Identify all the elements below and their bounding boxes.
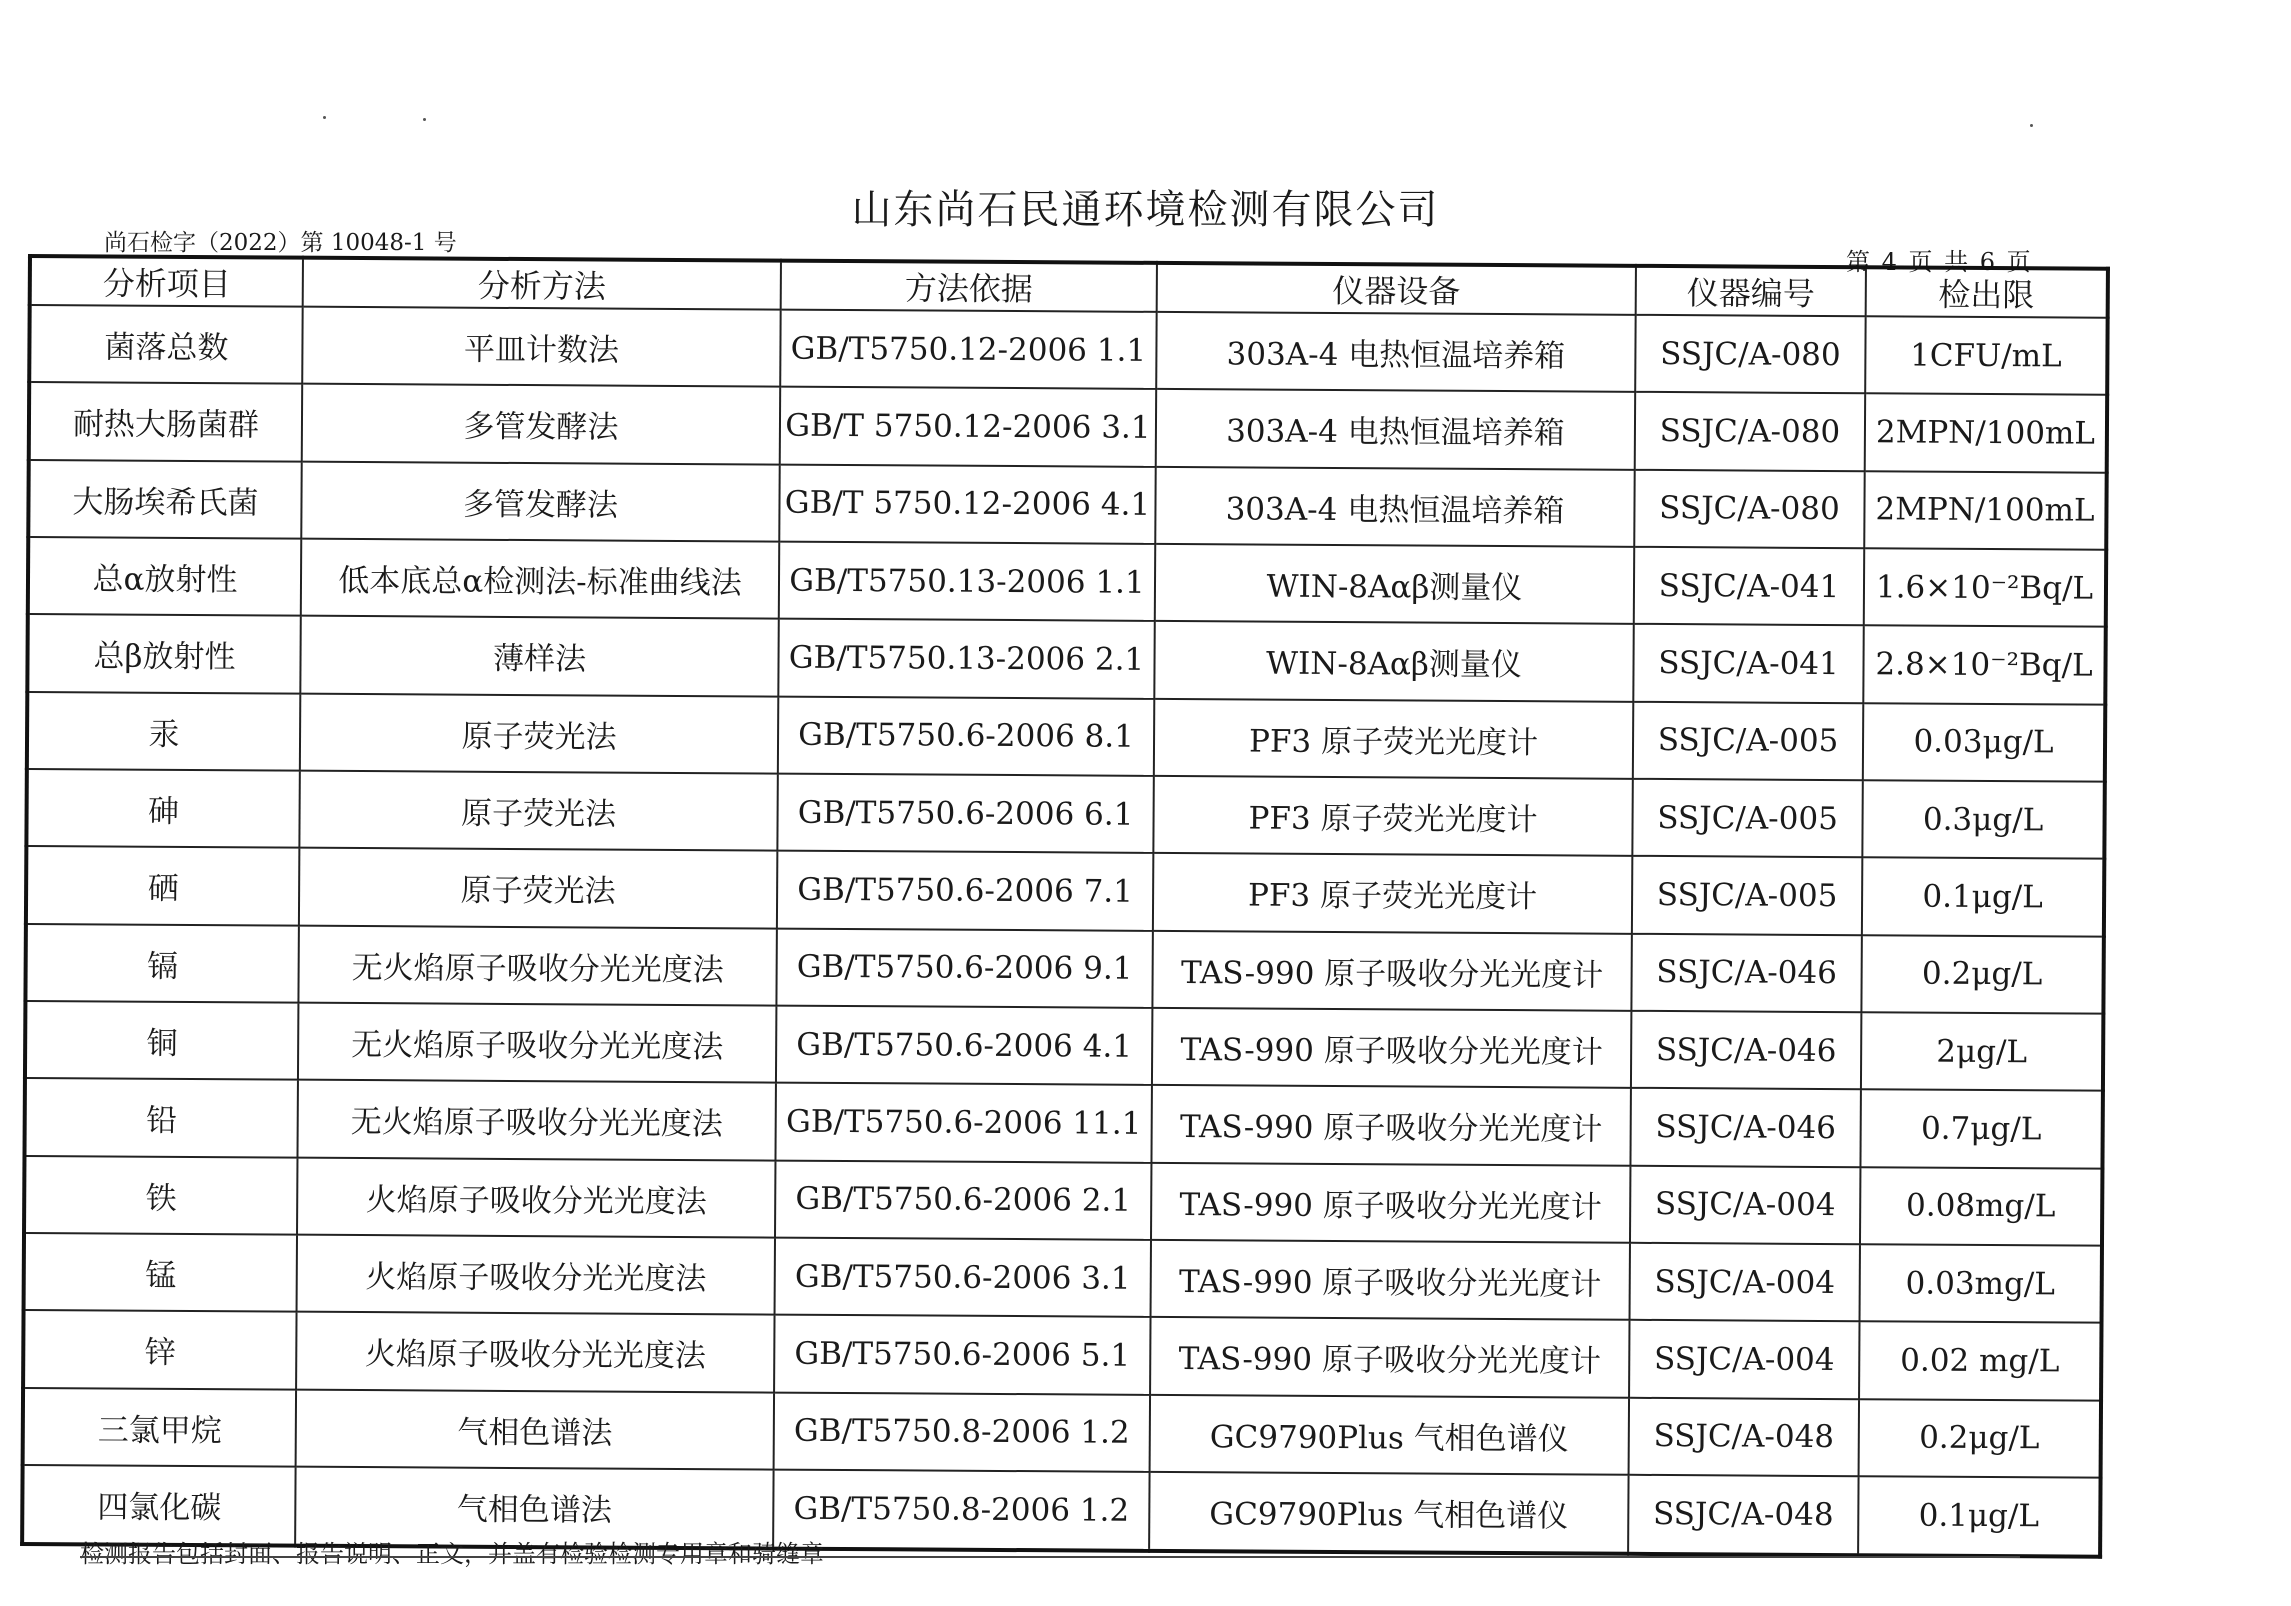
table-body [22, 305, 2108, 1557]
cell-basis: GB/T5750.12-2006 1.1 [780, 310, 1156, 390]
table-row [29, 382, 2107, 472]
cell-limit: 2μg/L [1861, 1012, 2103, 1091]
cell-id: SSJC/A-005 [1633, 701, 1863, 780]
cell-method: 无火焰原子吸收分光光度法 [298, 1003, 776, 1083]
table-row [27, 614, 2105, 704]
cell-basis: GB/T5750.8-2006 1.2 [774, 1392, 1150, 1472]
cell-item: 大肠埃希氏菌 [28, 460, 301, 539]
cell-basis: GB/T5750.6-2006 4.1 [776, 1006, 1152, 1086]
cell-item: 砷 [26, 769, 299, 848]
cell-method: 无火焰原子吸收分光光度法 [298, 925, 776, 1005]
cell-method: 气相色谱法 [295, 1467, 773, 1549]
table-row [28, 537, 2106, 627]
page-indicator: 第 4 页 共 6 页 [1846, 248, 2031, 276]
cell-id: SSJC/A-041 [1633, 624, 1863, 703]
scan-speck [323, 116, 326, 119]
cell-id: SSJC/A-080 [1635, 315, 1865, 394]
cell-id: SSJC/A-005 [1632, 779, 1862, 858]
table-row [24, 1078, 2102, 1168]
table-row [24, 1156, 2102, 1246]
cell-item: 耐热大肠菌群 [29, 382, 302, 461]
cell-id: SSJC/A-046 [1631, 1011, 1861, 1090]
table-row [25, 1001, 2103, 1091]
cell-limit: 0.02 mg/L [1859, 1321, 2101, 1400]
column-header: 仪器设备 [1157, 263, 1636, 315]
footer-note: 检测报告包括封面、报告说明、正文，并盖有检验检测专用章和骑缝章 [80, 1540, 824, 1568]
cell-limit: 2MPN/100mL [1864, 471, 2106, 550]
cell-item: 硒 [26, 846, 299, 925]
cell-method: 平皿计数法 [302, 307, 780, 387]
cell-id: SSJC/A-004 [1630, 1165, 1860, 1244]
cell-method: 原子荧光法 [300, 693, 778, 773]
cell-instrument: 303A-4 电热恒温培养箱 [1156, 389, 1635, 469]
column-header: 仪器编号 [1636, 266, 1866, 316]
cell-method: 多管发酵法 [302, 384, 780, 464]
cell-item: 锌 [23, 1310, 296, 1389]
cell-item: 镉 [25, 924, 298, 1003]
cell-instrument: TAS-990 原子吸收分光光度计 [1150, 1317, 1629, 1397]
cell-instrument: TAS-990 原子吸收分光光度计 [1151, 1085, 1630, 1165]
cell-item: 铁 [24, 1156, 297, 1235]
cell-id: SSJC/A-005 [1632, 856, 1862, 935]
cell-basis: GB/T5750.6-2006 7.1 [777, 851, 1153, 931]
table-row [23, 1388, 2101, 1478]
table-row [25, 924, 2103, 1014]
cell-limit: 0.03mg/L [1860, 1244, 2102, 1323]
cell-limit: 0.7μg/L [1860, 1089, 2102, 1168]
cell-method: 火焰原子吸收分光光度法 [297, 1235, 775, 1315]
cell-limit: 1.6×10⁻²Bq/L [1864, 548, 2106, 627]
column-header: 分析方法 [303, 258, 781, 310]
cell-item: 铅 [24, 1078, 297, 1157]
cell-id: SSJC/A-048 [1628, 1475, 1858, 1555]
analysis-methods-table [20, 254, 2110, 1559]
cell-item: 总β放射性 [27, 614, 300, 693]
cell-basis: GB/T5750.6-2006 11.1 [775, 1083, 1151, 1163]
cell-method: 无火焰原子吸收分光光度法 [297, 1080, 775, 1160]
cell-instrument: 303A-4 电热恒温培养箱 [1155, 467, 1634, 547]
cell-id: SSJC/A-046 [1630, 1088, 1860, 1167]
cell-instrument: TAS-990 原子吸收分光光度计 [1151, 1240, 1630, 1320]
cell-basis: GB/T5750.13-2006 2.1 [778, 619, 1154, 699]
cell-basis: GB/T5750.6-2006 5.1 [774, 1315, 1150, 1395]
cell-basis: GB/T 5750.12-2006 3.1 [780, 387, 1156, 467]
cell-method: 火焰原子吸收分光光度法 [297, 1157, 775, 1237]
cell-instrument: TAS-990 原子吸收分光光度计 [1152, 1008, 1631, 1088]
cell-basis: GB/T5750.6-2006 3.1 [775, 1238, 1151, 1318]
cell-limit: 2.8×10⁻²Bq/L [1863, 626, 2105, 705]
cell-limit: 0.3μg/L [1862, 780, 2104, 859]
cell-id: SSJC/A-041 [1634, 547, 1864, 626]
column-header: 分析项目 [30, 256, 303, 307]
cell-instrument: TAS-990 原子吸收分光光度计 [1151, 1162, 1630, 1242]
cell-instrument: GC9790Plus 气相色谱仪 [1150, 1394, 1629, 1474]
cell-item: 铜 [25, 1001, 298, 1080]
cell-method: 低本底总α检测法-标准曲线法 [301, 539, 779, 619]
cell-limit: 0.1μg/L [1862, 858, 2104, 937]
cell-item: 汞 [27, 692, 300, 771]
cell-basis: GB/T5750.6-2006 2.1 [775, 1160, 1151, 1240]
cell-limit: 2MPN/100mL [1865, 394, 2107, 473]
cell-basis: GB/T5750.6-2006 6.1 [777, 774, 1153, 854]
cell-limit: 0.03μg/L [1863, 703, 2105, 782]
cell-instrument: PF3 原子荧光光度计 [1153, 853, 1632, 933]
cell-method: 原子荧光法 [299, 771, 777, 851]
cell-basis: GB/T5750.13-2006 1.1 [779, 542, 1155, 622]
table-row [29, 305, 2107, 395]
cell-basis: GB/T5750.6-2006 8.1 [778, 696, 1154, 776]
table-row [26, 769, 2104, 859]
table-row [28, 460, 2106, 550]
column-header: 方法依据 [781, 261, 1157, 312]
footer-rule [80, 1556, 2020, 1558]
cell-instrument: WIN-8Aαβ测量仪 [1155, 544, 1634, 624]
cell-method: 气相色谱法 [296, 1389, 774, 1469]
cell-instrument: GC9790Plus 气相色谱仪 [1149, 1472, 1628, 1554]
cell-limit: 1CFU/mL [1865, 316, 2107, 395]
cell-method: 火焰原子吸收分光光度法 [296, 1312, 774, 1392]
analysis-table-container [20, 254, 2106, 1559]
cell-id: SSJC/A-048 [1629, 1397, 1859, 1476]
cell-id: SSJC/A-004 [1630, 1243, 1860, 1322]
table-row [26, 846, 2104, 936]
table-row [27, 692, 2105, 782]
table-row [24, 1233, 2102, 1323]
cell-limit: 0.1μg/L [1858, 1476, 2100, 1557]
cell-instrument: PF3 原子荧光光度计 [1153, 776, 1632, 856]
cell-item: 锰 [24, 1233, 297, 1312]
cell-limit: 0.08mg/L [1860, 1167, 2102, 1246]
cell-basis: GB/T5750.8-2006 1.2 [773, 1469, 1149, 1550]
document-number: 尚石检字（2022）第 10048-1 号 [104, 230, 457, 256]
cell-instrument: PF3 原子荧光光度计 [1154, 699, 1633, 779]
cell-item: 总α放射性 [28, 537, 301, 616]
cell-limit: 0.2μg/L [1859, 1399, 2101, 1478]
cell-method: 原子荧光法 [299, 848, 777, 928]
cell-basis: GB/T5750.6-2006 9.1 [776, 928, 1152, 1008]
scan-speck [423, 118, 426, 121]
cell-limit: 0.2μg/L [1861, 935, 2103, 1014]
column-header: 检出限 [1866, 267, 2108, 317]
cell-item: 四氯化碳 [22, 1465, 295, 1546]
cell-id: SSJC/A-004 [1629, 1320, 1859, 1399]
company-title: 山东尚石民通环境检测有限公司 [851, 187, 1440, 233]
cell-instrument: 303A-4 电热恒温培养箱 [1156, 312, 1635, 392]
table-row [23, 1310, 2101, 1400]
scan-speck [2030, 124, 2033, 127]
cell-id: SSJC/A-080 [1635, 392, 1865, 471]
cell-item: 三氯甲烷 [23, 1388, 296, 1467]
cell-instrument: WIN-8Aαβ测量仪 [1154, 621, 1633, 701]
cell-item: 菌落总数 [29, 305, 302, 384]
cell-method: 薄样法 [300, 616, 778, 696]
cell-instrument: TAS-990 原子吸收分光光度计 [1152, 931, 1631, 1011]
cell-method: 多管发酵法 [301, 461, 779, 541]
cell-basis: GB/T 5750.12-2006 4.1 [779, 464, 1155, 544]
cell-id: SSJC/A-046 [1631, 933, 1861, 1012]
cell-id: SSJC/A-080 [1634, 469, 1864, 548]
